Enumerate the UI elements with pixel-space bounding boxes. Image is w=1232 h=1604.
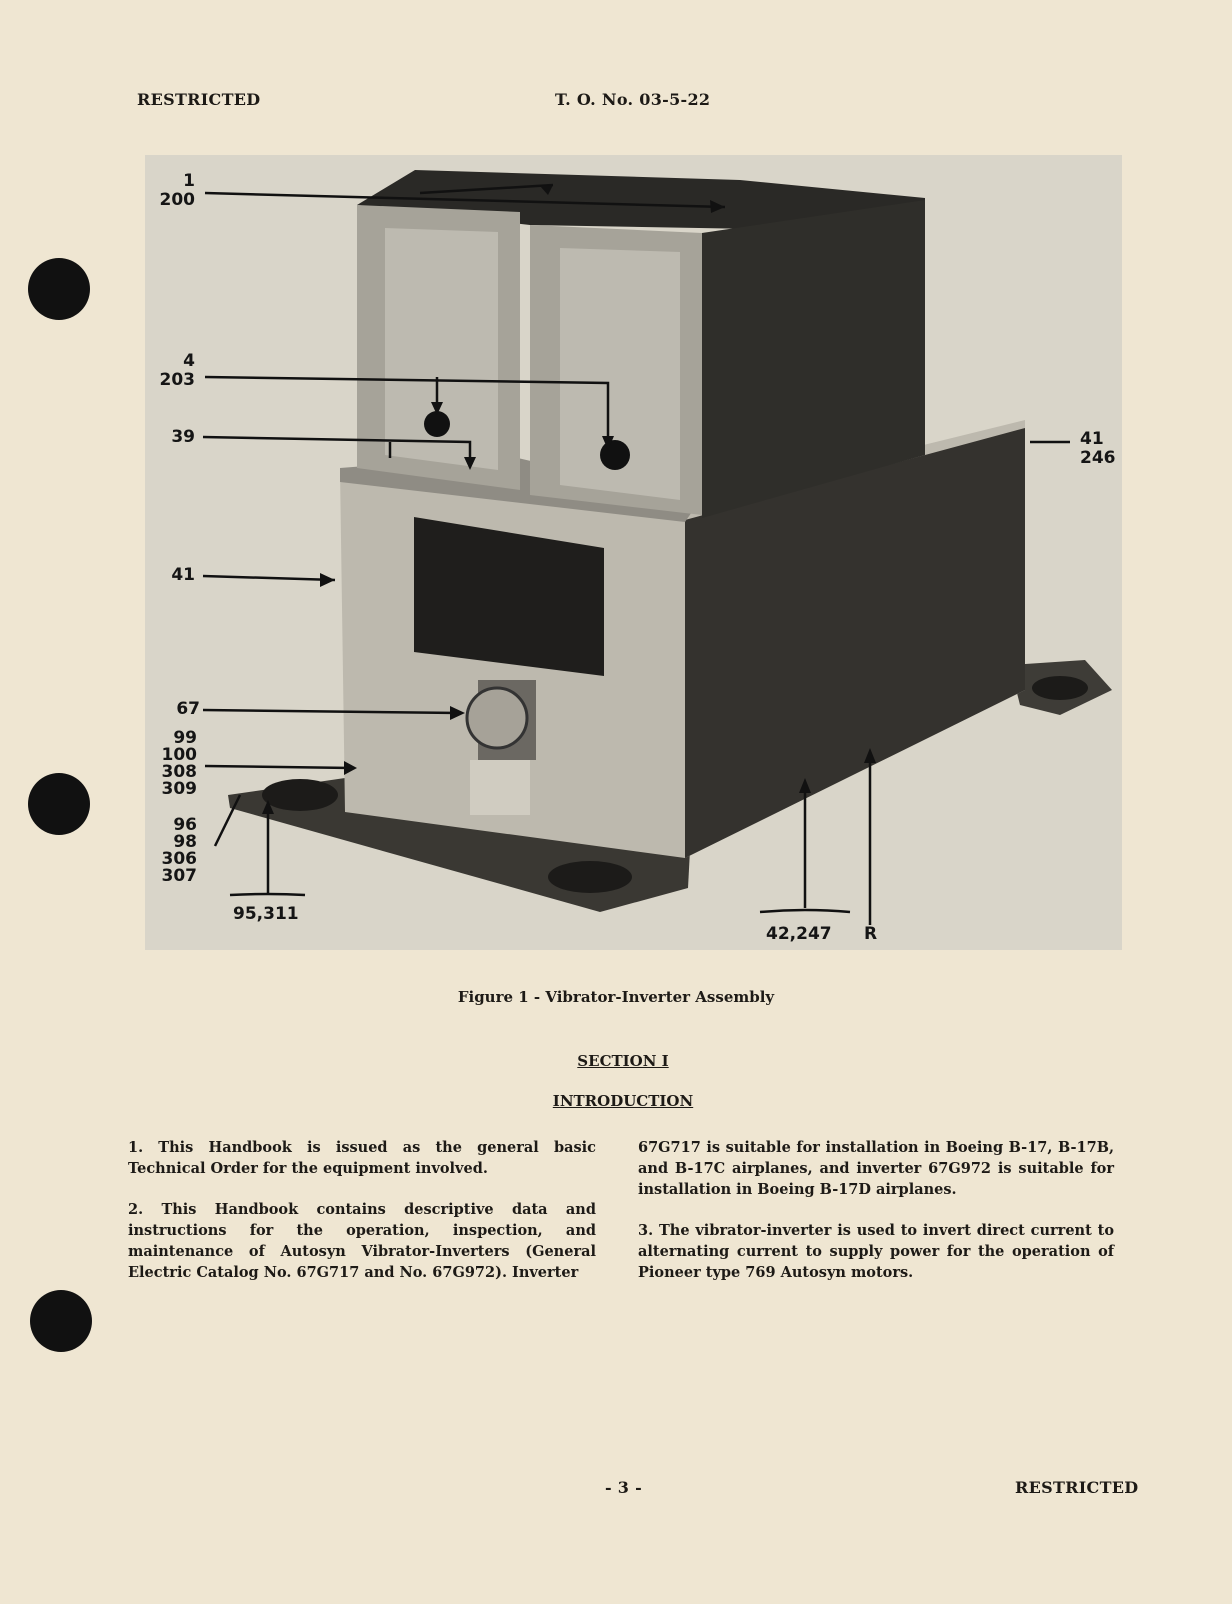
callout-value: 100 [161,745,197,765]
callout-value: 41 [1080,429,1104,449]
callout-value: 308 [161,762,197,782]
callout-value: 306 [161,849,197,869]
callout-67: 67 [176,699,200,719]
callout-r: R [864,924,878,944]
right-column [638,1137,1114,1303]
callout-value: 1 [183,171,195,191]
paragraph-2: 2. This Handbook contains descriptive data and instructions for the operation, inspection, and maintenance of Autosyn Vibrator-Inverters (General Electric Catalog No. 67G717 and No. 67G972). Inverter [128,1201,596,1281]
callout-99 [140,730,197,798]
footer-restricted: RESTRICTED [1015,1478,1139,1497]
callout-95-311: 95,311 [233,904,299,924]
callout-value: 307 [161,866,197,886]
callout-42-247: 42,247 [766,924,832,944]
page-number: - 3 - [605,1478,643,1497]
callout-96 [140,817,197,885]
callout-value: 99 [173,728,197,748]
callout-4 [140,352,195,390]
callout-value: 4 [183,351,195,371]
callout-value: 246 [1080,448,1116,468]
paragraph-1: 1. This Handbook is issued as the general basic Technical Order for the equipment involved. [128,1139,596,1177]
section-title: INTRODUCTION [552,1092,694,1110]
callout-41-246 [1080,430,1116,468]
section-number: SECTION I [577,1052,669,1070]
paragraph-3: 3. The vibrator-inverter is used to invert direct current to alternating current to supply power for the operation of Pioneer type 769 Autosyn motors. [638,1222,1114,1281]
header-restricted: RESTRICTED [137,90,261,109]
callout-value: 309 [161,779,197,799]
figure-caption: Figure 1 - Vibrator-Inverter Assembly [457,988,775,1006]
callout-1 [140,172,195,210]
callout-39: 39 [171,427,195,447]
callout-value: 203 [159,370,195,390]
callout-value: 200 [159,190,195,210]
left-column [128,1137,596,1303]
callout-value: 96 [173,815,197,835]
header-to-number: T. O. No. 03-5-22 [555,90,711,109]
paragraph-2-continued: 67G717 is suitable for installation in Boeing B-17, B-17B, and B-17C airplanes, and inverter 67G972 is suitable for installation in Boeing B-17D airplanes. [638,1139,1114,1198]
callout-41: 41 [171,565,195,585]
callout-value: 98 [173,832,197,852]
